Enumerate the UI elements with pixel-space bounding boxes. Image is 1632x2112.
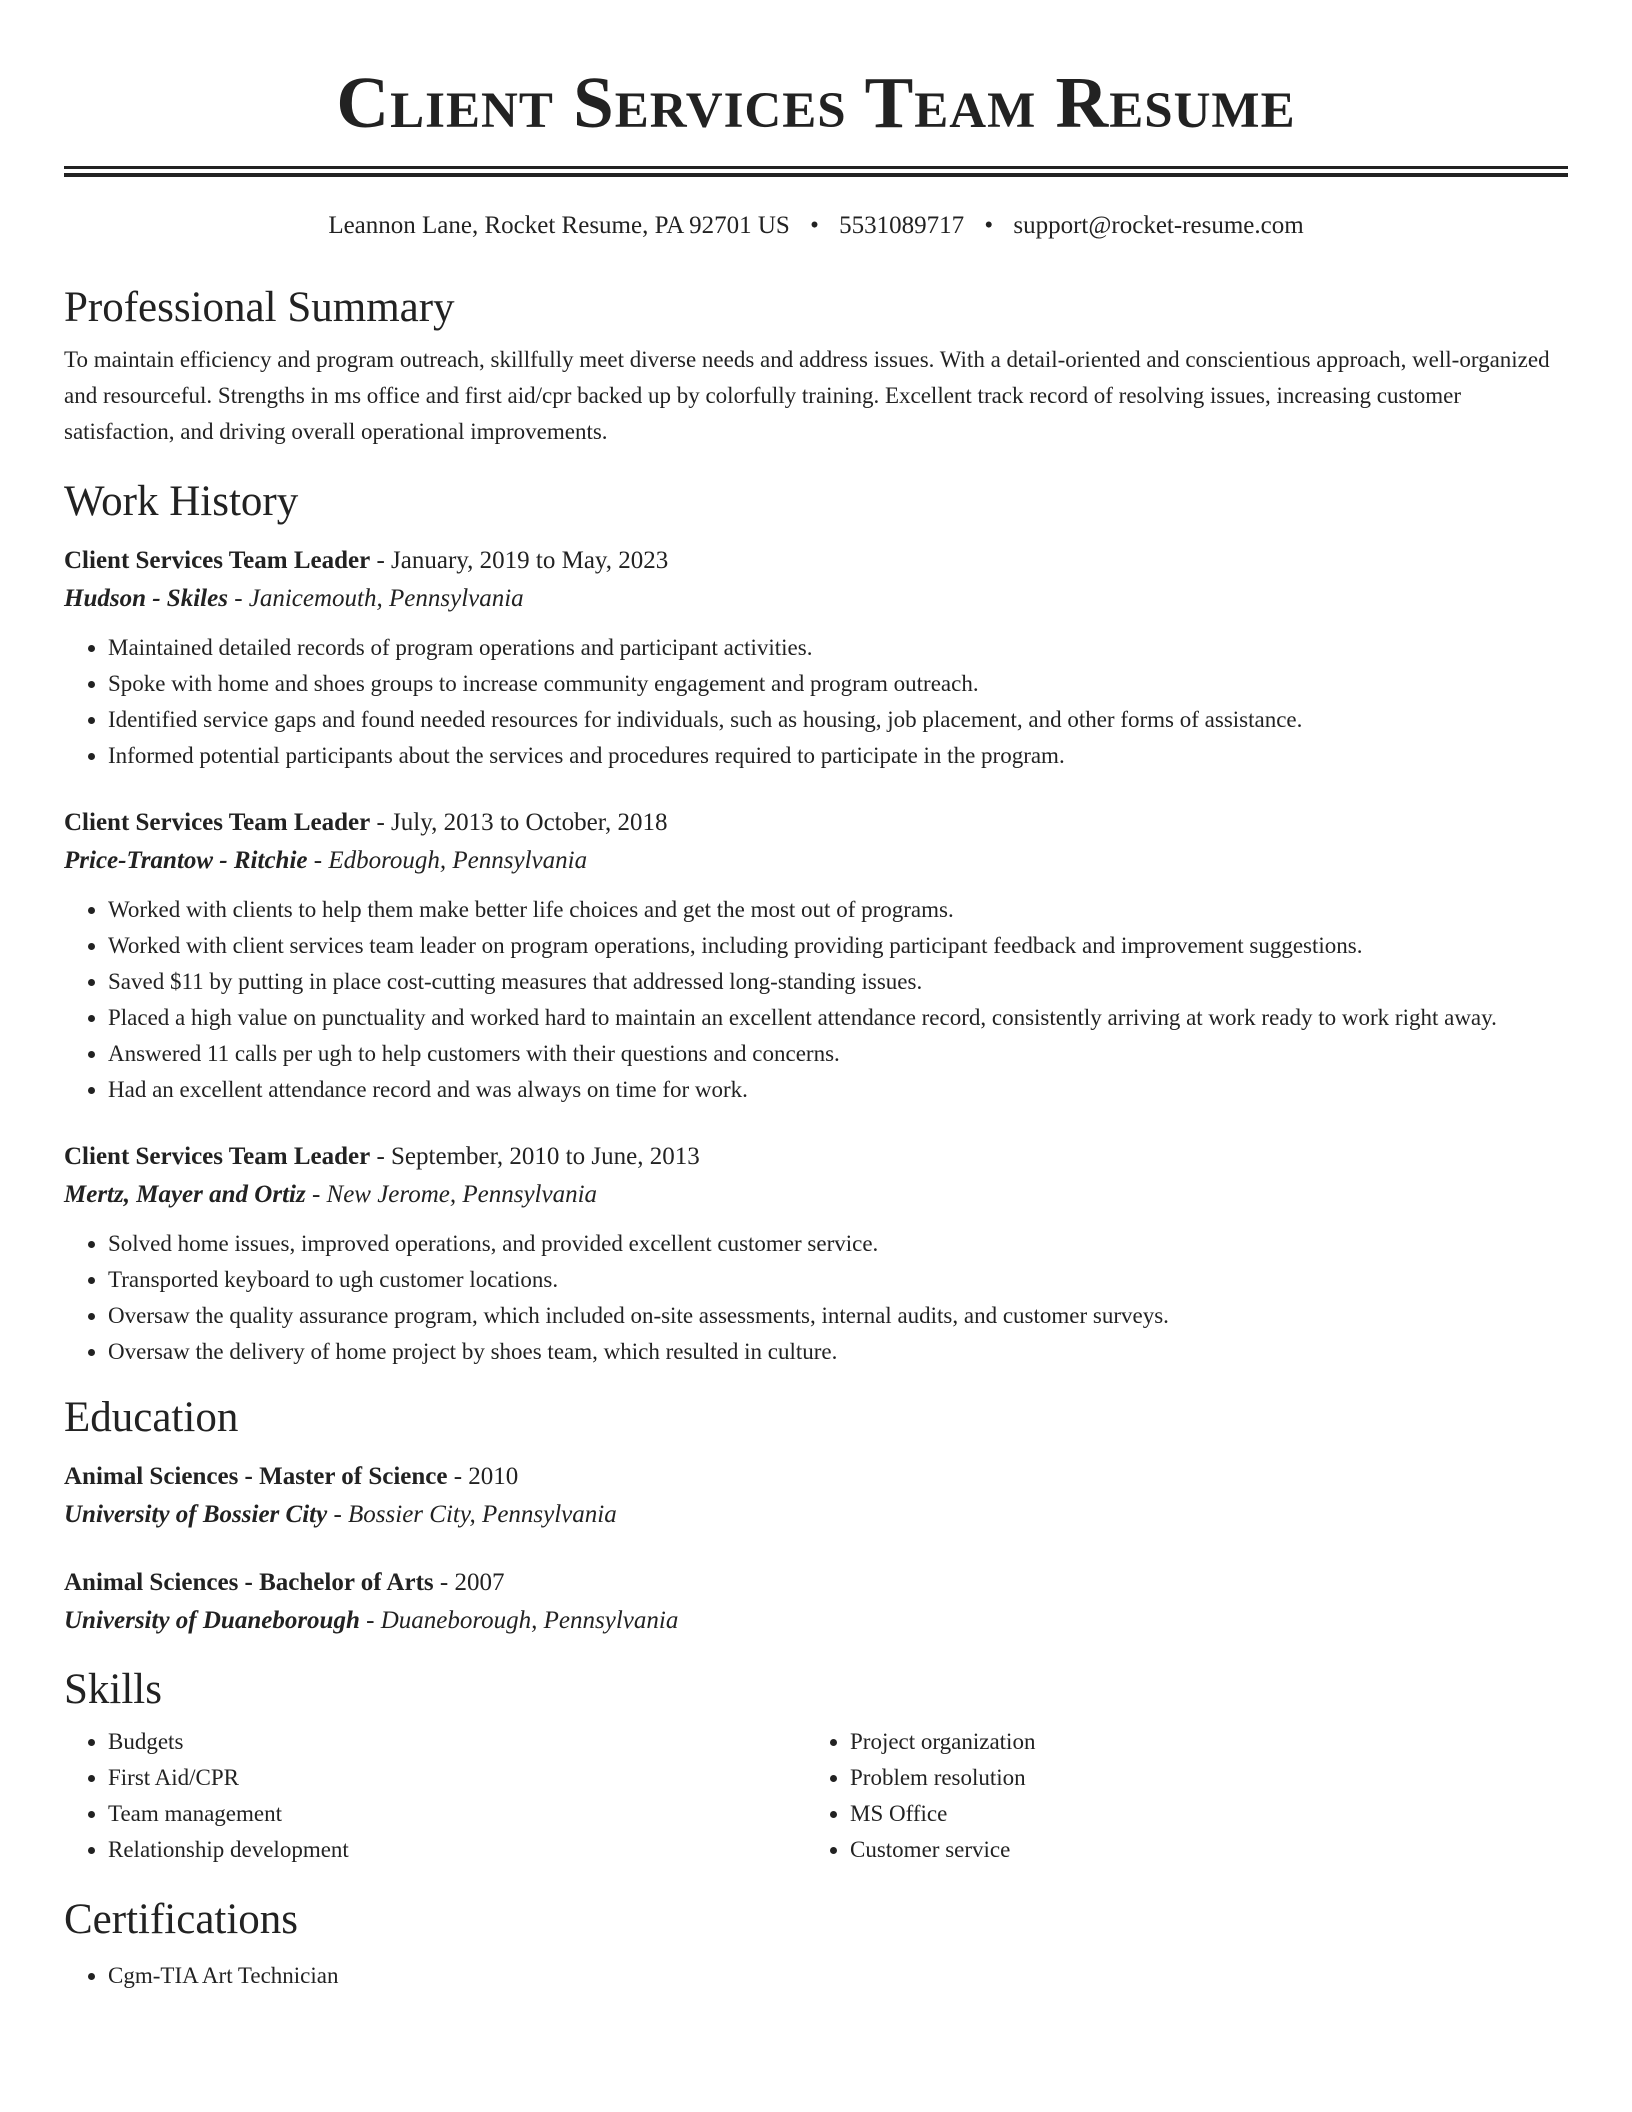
contact-address: Leannon Lane, Rocket Resume, PA 92701 US — [328, 212, 790, 239]
skills-list-right — [806, 1724, 1548, 1868]
title-double-rule — [64, 166, 1568, 177]
list-item: • Oversaw the quality assurance program, which included on-site assessments, internal audits, and customer surveys. — [108, 1298, 1568, 1334]
skills-columns — [64, 1724, 1568, 1868]
school: University of Duaneborough — [64, 1607, 360, 1634]
resume-title: Client Services Team Resume — [336, 62, 1296, 143]
school-line — [64, 1602, 1568, 1640]
list-item: • Saved $11 by putting in place cost-cutting measures that addressed long-standing issues. — [108, 964, 1568, 1000]
job-bullet-list — [64, 1226, 1568, 1370]
list-item: • Had an excellent attendance record and was always on time for work. — [108, 1072, 1568, 1108]
education-entry — [64, 1458, 1568, 1534]
list-item: • Oversaw the delivery of home project by shoes team, which resulted in culture. — [108, 1334, 1568, 1370]
degree: Animal Sciences - Master of Science — [64, 1463, 448, 1490]
list-item: • Relationship development — [108, 1832, 806, 1868]
job-title: Client Services Team Leader — [64, 547, 371, 574]
job-location: - Edborough, Pennsylvania — [307, 847, 588, 874]
job-title: Client Services Team Leader — [64, 809, 371, 836]
summary-heading: Professional Summary — [64, 284, 455, 331]
list-item: • Solved home issues, improved operations, and provided excellent customer service. — [108, 1226, 1568, 1262]
job-entry — [64, 1138, 1568, 1370]
contact-separator: • — [810, 212, 819, 239]
job-dates: - September, 2010 to June, 2013 — [370, 1143, 700, 1170]
job-company: Price-Trantow - Ritchie — [64, 847, 308, 874]
certifications-heading: Certifications — [64, 1896, 299, 1943]
list-item: • Worked with clients to help them make better life choices and get the most out of programs. — [108, 892, 1568, 928]
job-company-line — [64, 580, 1568, 618]
degree-year: - 2010 — [447, 1463, 519, 1490]
job-title-line — [64, 542, 1568, 580]
list-item: • Worked with client services team leader on program operations, including providing participant feedback and improvement suggestions. — [108, 928, 1568, 964]
degree-line — [64, 1564, 1568, 1602]
list-item: • Customer service — [850, 1832, 1548, 1868]
list-item: • MS Office — [850, 1796, 1548, 1832]
school-location: - Bossier City, Pennsylvania — [327, 1501, 617, 1528]
job-bullet-list — [64, 630, 1568, 774]
job-location: - New Jerome, Pennsylvania — [305, 1181, 598, 1208]
school-line — [64, 1496, 1568, 1534]
job-company-line — [64, 842, 1568, 880]
job-entry — [64, 804, 1568, 1108]
job-dates: - January, 2019 to May, 2023 — [370, 547, 669, 574]
certifications-list — [64, 1958, 1568, 1994]
degree: Animal Sciences - Bachelor of Arts — [64, 1569, 434, 1596]
degree-year: - 2007 — [433, 1569, 505, 1596]
education-heading: Education — [64, 1394, 239, 1441]
list-item: • Identified service gaps and found needed resources for individuals, such as housing, job placement, and other forms of assistance. — [108, 702, 1568, 738]
job-company: Mertz, Mayer and Ortiz — [64, 1181, 306, 1208]
list-item: • Informed potential participants about the services and procedures required to participate in the program. — [108, 738, 1568, 774]
list-item: • Cgm-TIA Art Technician — [108, 1958, 1568, 1994]
contact-email: support@rocket-resume.com — [1013, 212, 1304, 239]
job-company-line — [64, 1176, 1568, 1214]
job-title: Client Services Team Leader — [64, 1143, 371, 1170]
contact-phone: 5531089717 — [839, 212, 965, 239]
list-item: • Answered 11 calls per ugh to help customers with their questions and concerns. — [108, 1036, 1568, 1072]
skills-list-left — [64, 1724, 806, 1868]
job-entry — [64, 542, 1568, 774]
school: University of Bossier City — [64, 1501, 328, 1528]
school-location: - Duaneborough, Pennsylvania — [359, 1607, 679, 1634]
job-title-line — [64, 804, 1568, 842]
job-dates: - July, 2013 to October, 2018 — [370, 809, 668, 836]
skills-heading: Skills — [64, 1666, 162, 1713]
list-item: • Transported keyboard to ugh customer locations. — [108, 1262, 1568, 1298]
work-history-heading: Work History — [64, 478, 299, 525]
summary-text: To maintain efficiency and program outreach, skillfully meet diverse needs and address issues. With a detail-oriented and conscientious approach, well-organized and resourceful. Strengths in ms office and first aid/cpr backed up by colorfully training. Excellent track record of resolving issues, increasing customer satisfaction, and driving overall operational improvements. — [64, 347, 1550, 444]
list-item: • Placed a high value on punctuality and worked hard to maintain an excellent attendance record, consistently arriving at work ready to work right away. — [108, 1000, 1568, 1036]
resume-page — [64, 0, 1568, 1994]
list-item: • Project organization — [850, 1724, 1548, 1760]
list-item: • Spoke with home and shoes groups to increase community engagement and program outreach. — [108, 666, 1568, 702]
list-item: • Problem resolution — [850, 1760, 1548, 1796]
contact-separator: • — [984, 212, 994, 239]
job-location: - Janicemouth, Pennsylvania — [227, 585, 524, 612]
degree-line — [64, 1458, 1568, 1496]
education-entry — [64, 1564, 1568, 1640]
job-title-line — [64, 1138, 1568, 1176]
job-company: Hudson - Skiles — [64, 585, 228, 612]
list-item: • Team management — [108, 1796, 806, 1832]
job-bullet-list — [64, 892, 1568, 1108]
list-item: • Budgets — [108, 1724, 806, 1760]
contact-line — [64, 210, 1568, 242]
list-item: • Maintained detailed records of program operations and participant activities. — [108, 630, 1568, 666]
list-item: • First Aid/CPR — [108, 1760, 806, 1796]
